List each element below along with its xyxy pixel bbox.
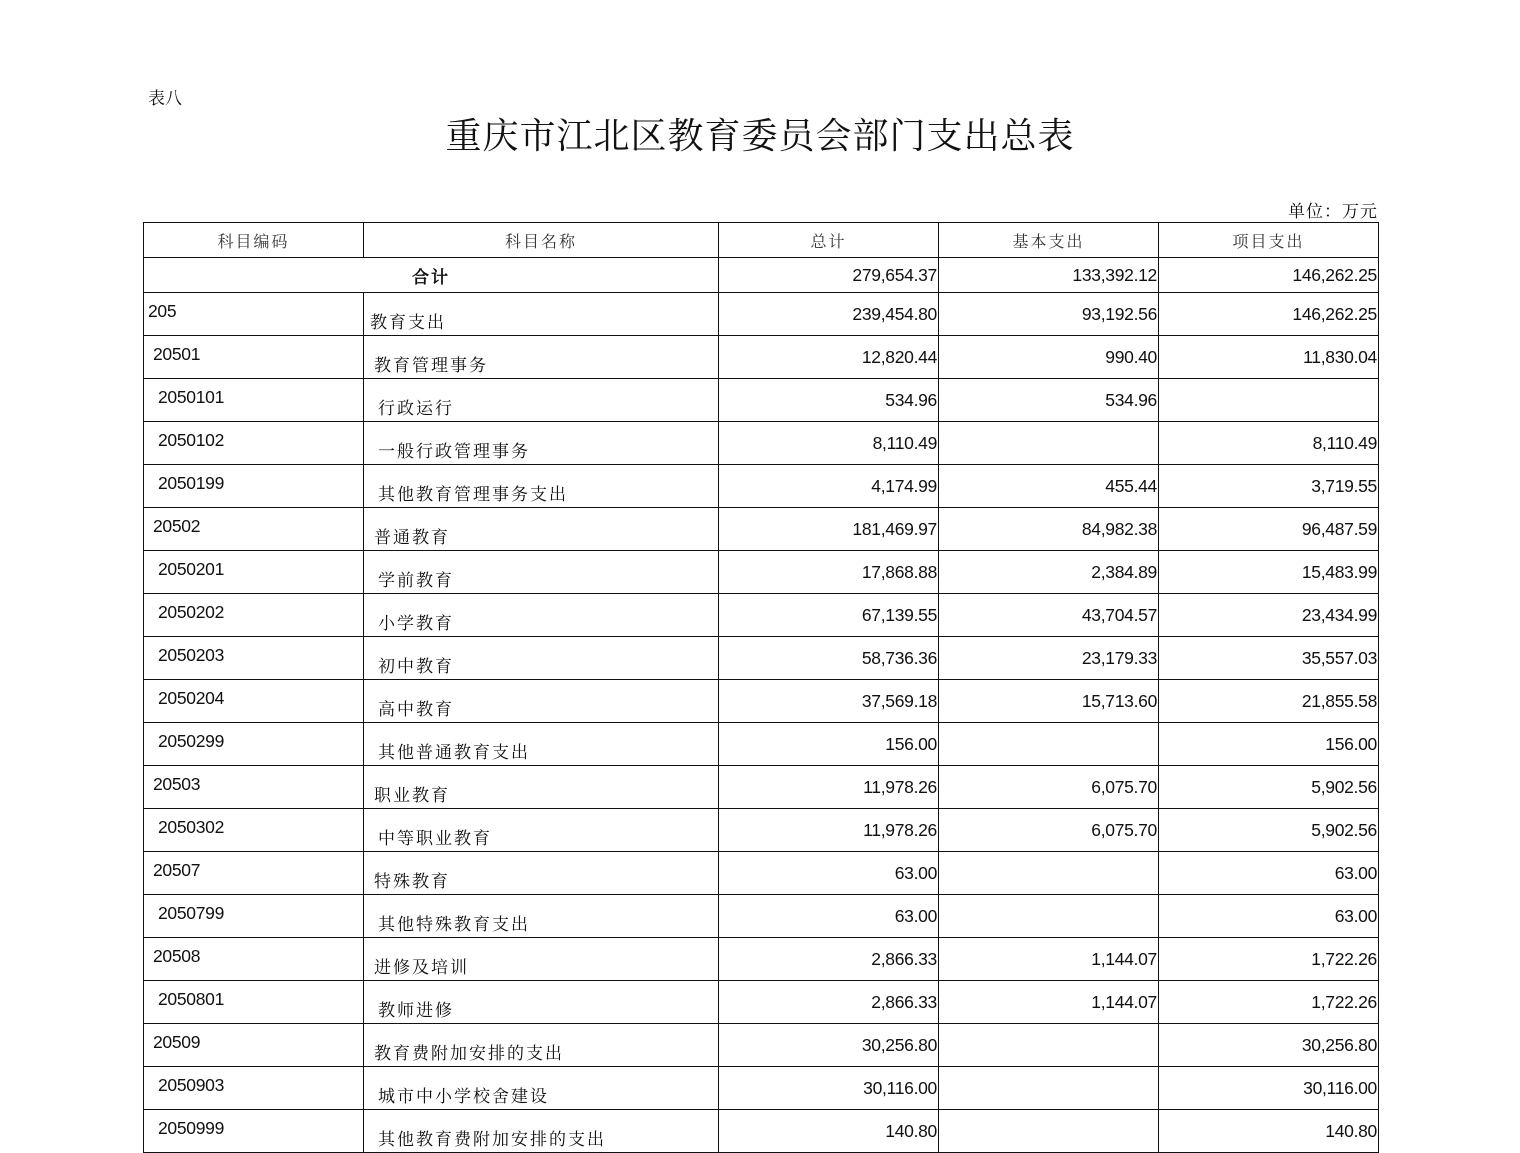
row-basic: 93,192.56 xyxy=(939,293,1159,336)
row-project xyxy=(1159,379,1379,422)
row-code: 2050201 xyxy=(144,551,364,594)
table-row xyxy=(144,1067,1379,1110)
row-project: 3,719.55 xyxy=(1159,465,1379,508)
row-code: 2050903 xyxy=(144,1067,364,1110)
row-basic xyxy=(939,1067,1159,1110)
row-total: 11,978.26 xyxy=(719,766,939,809)
row-total: 12,820.44 xyxy=(719,336,939,379)
row-code: 20509 xyxy=(144,1024,364,1067)
total-sum: 279,654.37 xyxy=(719,258,939,293)
row-total: 67,139.55 xyxy=(719,594,939,637)
row-total: 63.00 xyxy=(719,895,939,938)
row-code: 2050204 xyxy=(144,680,364,723)
table-row xyxy=(144,508,1379,551)
row-total: 140.80 xyxy=(719,1110,939,1153)
row-basic xyxy=(939,1110,1159,1153)
row-project: 63.00 xyxy=(1159,895,1379,938)
row-code: 20503 xyxy=(144,766,364,809)
total-basic: 133,392.12 xyxy=(939,258,1159,293)
row-project: 156.00 xyxy=(1159,723,1379,766)
row-total: 17,868.88 xyxy=(719,551,939,594)
row-total: 30,256.80 xyxy=(719,1024,939,1067)
row-name: 高中教育 xyxy=(364,680,719,723)
row-name: 其他特殊教育支出 xyxy=(364,895,719,938)
row-project: 30,116.00 xyxy=(1159,1067,1379,1110)
table-row xyxy=(144,293,1379,336)
row-basic: 84,982.38 xyxy=(939,508,1159,551)
row-project: 5,902.56 xyxy=(1159,766,1379,809)
row-name: 教育管理事务 xyxy=(364,336,719,379)
row-basic: 2,384.89 xyxy=(939,551,1159,594)
row-name: 行政运行 xyxy=(364,379,719,422)
page-title: 重庆市江北区教育委员会部门支出总表 xyxy=(445,116,1075,157)
row-basic: 990.40 xyxy=(939,336,1159,379)
unit-label: 单位：万元 xyxy=(1288,202,1378,222)
row-name: 教育费附加安排的支出 xyxy=(364,1024,719,1067)
row-code: 2050199 xyxy=(144,465,364,508)
header-total: 总计 xyxy=(719,223,939,258)
row-basic: 23,179.33 xyxy=(939,637,1159,680)
row-code: 2050302 xyxy=(144,809,364,852)
row-total: 239,454.80 xyxy=(719,293,939,336)
row-name: 普通教育 xyxy=(364,508,719,551)
row-total: 534.96 xyxy=(719,379,939,422)
row-basic: 455.44 xyxy=(939,465,1159,508)
row-basic: 6,075.70 xyxy=(939,766,1159,809)
row-code: 205 xyxy=(144,293,364,336)
table-number-label: 表八 xyxy=(148,89,182,109)
row-project: 8,110.49 xyxy=(1159,422,1379,465)
header-code: 科目编码 xyxy=(144,223,364,258)
row-name: 其他教育费附加安排的支出 xyxy=(364,1110,719,1153)
row-name: 其他教育管理事务支出 xyxy=(364,465,719,508)
table-row xyxy=(144,1024,1379,1067)
row-code: 2050999 xyxy=(144,1110,364,1153)
table-row xyxy=(144,895,1379,938)
row-basic: 1,144.07 xyxy=(939,981,1159,1024)
row-name: 学前教育 xyxy=(364,551,719,594)
row-basic: 1,144.07 xyxy=(939,938,1159,981)
row-code: 2050202 xyxy=(144,594,364,637)
table-row xyxy=(144,809,1379,852)
row-basic: 534.96 xyxy=(939,379,1159,422)
row-basic xyxy=(939,723,1159,766)
row-project: 1,722.26 xyxy=(1159,938,1379,981)
row-code: 2050102 xyxy=(144,422,364,465)
table-row xyxy=(144,637,1379,680)
row-code: 2050101 xyxy=(144,379,364,422)
row-code: 20507 xyxy=(144,852,364,895)
table-row xyxy=(144,1110,1379,1153)
row-project: 23,434.99 xyxy=(1159,594,1379,637)
row-basic xyxy=(939,852,1159,895)
total-row xyxy=(144,258,1379,293)
row-basic: 43,704.57 xyxy=(939,594,1159,637)
row-name: 其他普通教育支出 xyxy=(364,723,719,766)
row-total: 30,116.00 xyxy=(719,1067,939,1110)
row-name: 特殊教育 xyxy=(364,852,719,895)
total-label: 合计 xyxy=(144,258,719,293)
row-project: 146,262.25 xyxy=(1159,293,1379,336)
table-row xyxy=(144,852,1379,895)
row-code: 20502 xyxy=(144,508,364,551)
row-project: 140.80 xyxy=(1159,1110,1379,1153)
row-name: 中等职业教育 xyxy=(364,809,719,852)
row-project: 1,722.26 xyxy=(1159,981,1379,1024)
row-code: 2050801 xyxy=(144,981,364,1024)
row-total: 2,866.33 xyxy=(719,938,939,981)
row-name: 职业教育 xyxy=(364,766,719,809)
total-project: 146,262.25 xyxy=(1159,258,1379,293)
header-name: 科目名称 xyxy=(364,223,719,258)
table-row xyxy=(144,422,1379,465)
row-code: 20501 xyxy=(144,336,364,379)
table-row xyxy=(144,465,1379,508)
row-project: 5,902.56 xyxy=(1159,809,1379,852)
row-basic: 6,075.70 xyxy=(939,809,1159,852)
row-name: 城市中小学校舍建设 xyxy=(364,1067,719,1110)
table-row xyxy=(144,336,1379,379)
row-project: 21,855.58 xyxy=(1159,680,1379,723)
row-basic xyxy=(939,895,1159,938)
row-project: 15,483.99 xyxy=(1159,551,1379,594)
expenditure-table xyxy=(143,222,1379,1153)
row-name: 教育支出 xyxy=(364,293,719,336)
row-total: 8,110.49 xyxy=(719,422,939,465)
table-row xyxy=(144,766,1379,809)
row-project: 11,830.04 xyxy=(1159,336,1379,379)
row-project: 63.00 xyxy=(1159,852,1379,895)
row-project: 35,557.03 xyxy=(1159,637,1379,680)
row-project: 30,256.80 xyxy=(1159,1024,1379,1067)
table-row xyxy=(144,680,1379,723)
row-total: 181,469.97 xyxy=(719,508,939,551)
row-name: 小学教育 xyxy=(364,594,719,637)
row-basic xyxy=(939,1024,1159,1067)
table-row xyxy=(144,551,1379,594)
header-basic: 基本支出 xyxy=(939,223,1159,258)
row-name: 一般行政管理事务 xyxy=(364,422,719,465)
table-row xyxy=(144,981,1379,1024)
row-total: 4,174.99 xyxy=(719,465,939,508)
row-total: 11,978.26 xyxy=(719,809,939,852)
row-total: 156.00 xyxy=(719,723,939,766)
table-row xyxy=(144,723,1379,766)
row-code: 20508 xyxy=(144,938,364,981)
row-total: 58,736.36 xyxy=(719,637,939,680)
row-basic xyxy=(939,422,1159,465)
row-project: 96,487.59 xyxy=(1159,508,1379,551)
row-total: 63.00 xyxy=(719,852,939,895)
table-row xyxy=(144,594,1379,637)
row-basic: 15,713.60 xyxy=(939,680,1159,723)
header-row xyxy=(144,223,1379,258)
row-name: 教师进修 xyxy=(364,981,719,1024)
header-project: 项目支出 xyxy=(1159,223,1379,258)
row-code: 2050799 xyxy=(144,895,364,938)
row-name: 初中教育 xyxy=(364,637,719,680)
row-total: 37,569.18 xyxy=(719,680,939,723)
row-code: 2050299 xyxy=(144,723,364,766)
row-total: 2,866.33 xyxy=(719,981,939,1024)
row-code: 2050203 xyxy=(144,637,364,680)
table-row xyxy=(144,379,1379,422)
table-row xyxy=(144,938,1379,981)
row-name: 进修及培训 xyxy=(364,938,719,981)
